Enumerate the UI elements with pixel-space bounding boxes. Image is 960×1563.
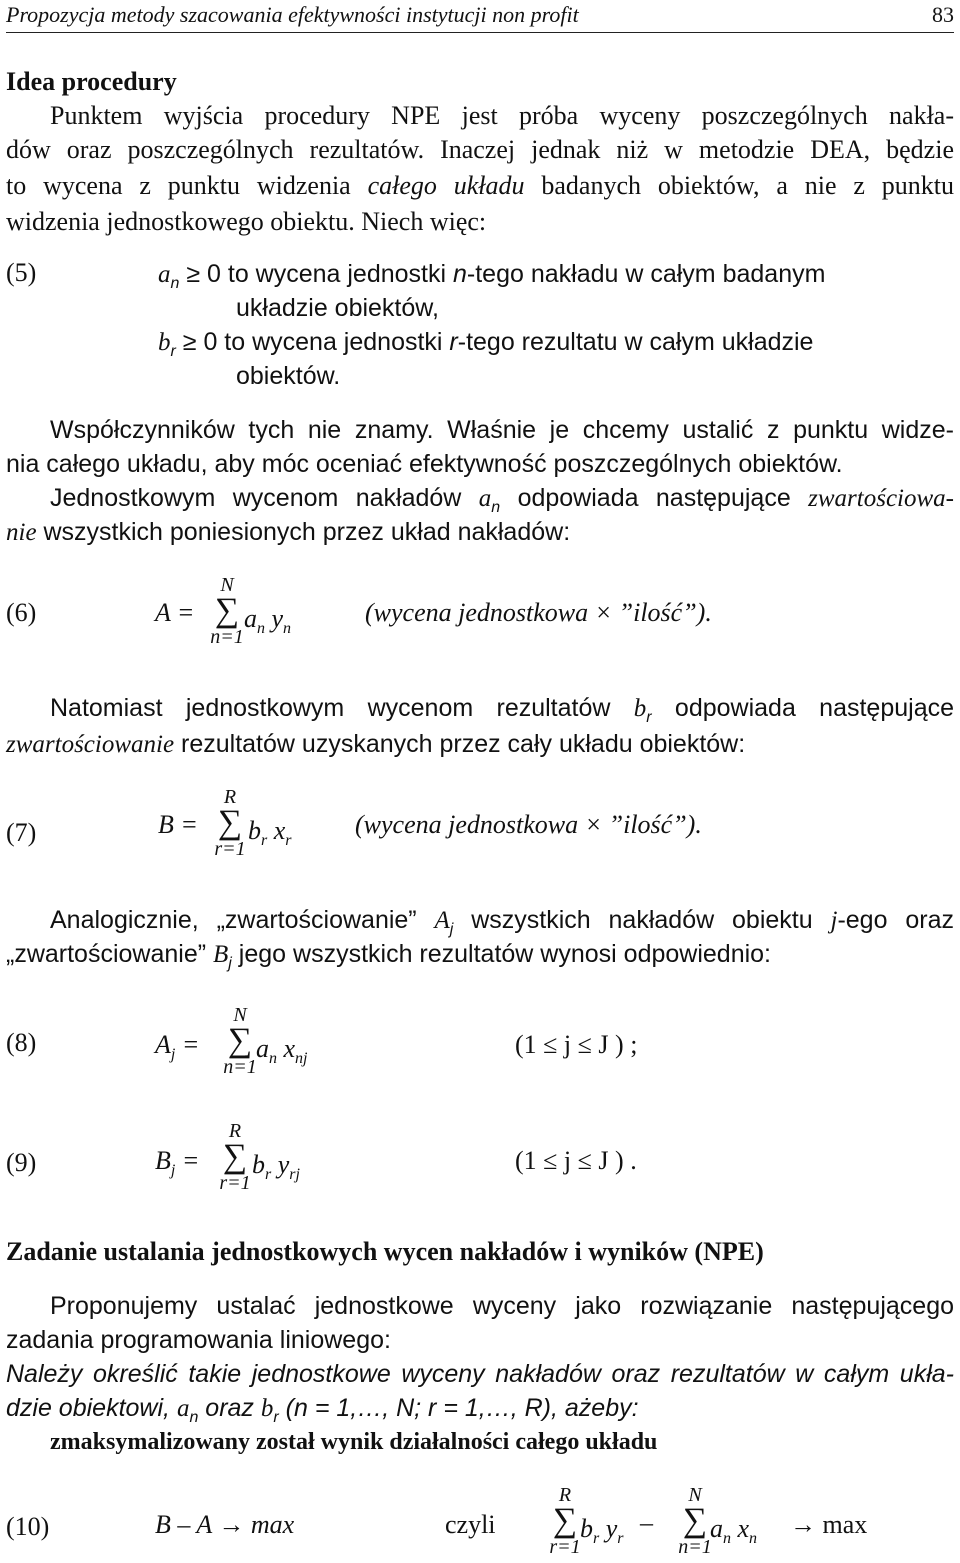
definition-b-cont: obiektów. xyxy=(236,362,341,390)
equation-note: (wycena jednostkowa × ”ilość”). xyxy=(355,810,702,839)
paragraph-line: dów oraz poszczególnych rezultatów. Inaczej jednak niż w metodzie DEA, będzie xyxy=(6,135,954,164)
sum-symbol: N ∑ n=1 xyxy=(678,1484,712,1558)
paragraph-line: zwartościowanie rezultatów uzyskanych przez cały układu obiektów: xyxy=(6,730,746,758)
equation-number: (8) xyxy=(6,1028,37,1057)
page-number: 83 xyxy=(932,2,954,27)
equation-number: (5) xyxy=(6,258,37,287)
equation-condition: (1 ≤ j ≤ J ) ; xyxy=(515,1030,638,1059)
paragraph-line: Jednostkowym wycenom nakładów $a_n$ odpowiada następujące zwartościowa- xyxy=(50,484,954,516)
equation-term: $b_r$ $y_r$ xyxy=(580,1514,624,1548)
paragraph-line: Natomiast jednostkowym wycenom rezultatów $b_r$ odpowiada następujące xyxy=(50,694,955,726)
paragraph-line: Analogicznie, „zwartościowanie” $A_j$ wszystkich nakładów obiektu j-ego oraz xyxy=(50,906,954,938)
equation-number: (10) xyxy=(6,1512,50,1541)
definition-b: $b_r \ge 0$ to wycena jednostki r-tego rezultatu w całym układzie xyxy=(158,328,814,360)
sum-symbol: R ∑ r=1 xyxy=(219,1120,251,1194)
equation-condition: (1 ≤ j ≤ J ) . xyxy=(515,1146,637,1175)
equation-number: (6) xyxy=(6,598,37,627)
definition-a: $a_n \ge 0$ to wycena jednostki n-tego nakładu w całym badanym xyxy=(158,260,826,292)
equation-lhs: B – A → max xyxy=(155,1510,295,1539)
paragraph-line: nie wszystkich poniesionych przez układ nakładów: xyxy=(6,518,571,546)
paragraph-line: „zwartościowanie” $B_j$ jego wszystkich rezultatów wynosi odpowiednio: xyxy=(6,940,772,972)
section-heading-idea: Idea procedury xyxy=(6,67,177,96)
equation-lhs: A = xyxy=(155,598,195,627)
definition-a-cont: układzie obiektów, xyxy=(236,294,439,322)
paragraph-line: zadania programowania liniowego: xyxy=(6,1326,391,1354)
paragraph-line: dzie obiektowi, $a_n$ oraz $b_r$ (n = 1,…, N; r = 1,…, R), ażeby: xyxy=(6,1394,639,1426)
equation-term: $b_r$ $y_{rj}$ xyxy=(252,1150,300,1184)
equation-term: $a_n$ $x_{nj}$ xyxy=(256,1034,308,1068)
equation-lhs: $A_j$ = xyxy=(155,1030,200,1064)
equation-minus: – xyxy=(640,1508,653,1537)
equation-term: $a_n$ $y_n$ xyxy=(244,604,292,638)
equation-rhs: → max xyxy=(790,1510,868,1539)
equation-connector: czyli xyxy=(445,1510,496,1539)
paragraph-line: Proponujemy ustalać jednostkowe wyceny jako rozwiązanie następującego xyxy=(50,1292,954,1320)
paragraph-line: Współczynników tych nie znamy. Właśnie je chcemy ustalić z punktu widze- xyxy=(50,416,954,444)
paragraph-line: widzenia jednostkowego obiektu. Niech więc: xyxy=(6,207,487,236)
equation-lhs: B = xyxy=(158,810,198,839)
equation-number: (9) xyxy=(6,1148,37,1177)
sum-symbol: N ∑ n=1 xyxy=(210,574,244,648)
sum-symbol: N ∑ n=1 xyxy=(223,1004,257,1078)
section-heading-npe: Zadanie ustalania jednostkowych wycen nakładów i wyników (NPE) xyxy=(6,1237,764,1266)
equation-note: (wycena jednostkowa × ”ilość”). xyxy=(365,598,712,627)
equation-term: $a_n$ $x_n$ xyxy=(710,1514,758,1548)
running-header xyxy=(6,0,954,33)
paragraph-line: Punktem wyjścia procedury NPE jest próba wyceny poszczególnych nakła- xyxy=(50,101,954,130)
paragraph-line: nia całego układu, aby móc oceniać efektywność poszczególnych obiektów. xyxy=(6,450,843,478)
paragraph-line: zmaksymalizowany został wynik działalności całego układu xyxy=(50,1429,658,1455)
equation-term: $b_r$ $x_r$ xyxy=(248,816,292,850)
equation-number: (7) xyxy=(6,818,37,847)
sum-symbol: R ∑ r=1 xyxy=(549,1484,581,1558)
equation-lhs: $B_j$ = xyxy=(155,1146,200,1180)
paragraph-line: to wycena z punktu widzenia całego układu badanych obiektów, a nie z punktu xyxy=(6,171,954,200)
paragraph-line: Należy określić takie jednostkowe wyceny nakładów oraz rezultatów w całym ukła- xyxy=(6,1360,954,1388)
sum-symbol: R ∑ r=1 xyxy=(214,786,246,860)
header-title: Propozycja metody szacowania efektywności instytucji non profit xyxy=(6,2,579,27)
